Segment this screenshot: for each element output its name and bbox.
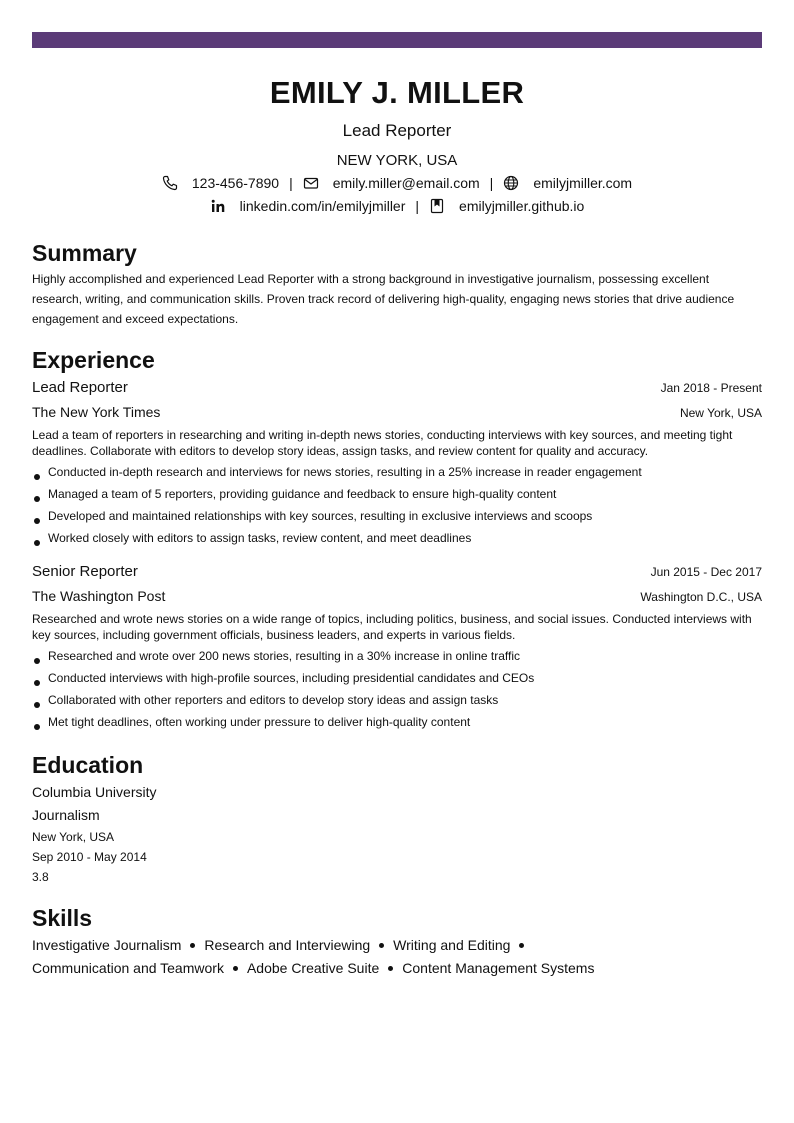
phone-icon — [162, 175, 178, 191]
list-item: Conducted interviews with high-profile sources, including presidential candidates and CEOs — [32, 667, 762, 689]
skills-section — [32, 905, 762, 980]
skill-item: Writing and Editing — [393, 937, 511, 953]
summary-text: Highly accomplished and experienced Lead Reporter with a strong background in investigative journalism, possessing excellent research, writing, and communication skills. Proven track record of delivering high-quality, engaging news stories that drive audience engagement and exceed expectations. — [32, 272, 735, 326]
education-dates: Sep 2010 - May 2014 — [32, 850, 147, 864]
separator: | — [289, 174, 293, 191]
website-link[interactable]: emilyjmiller.com — [533, 174, 633, 191]
candidate-name: EMILY J. MILLER — [269, 75, 525, 110]
skills-row-2 — [32, 957, 762, 980]
skill-item: Content Management Systems — [402, 960, 595, 976]
bullet-dot — [233, 966, 238, 971]
job-header — [32, 377, 762, 399]
job-company: The New York Times — [32, 404, 161, 420]
skill-item: Communication and Teamwork — [32, 960, 224, 976]
education-location: New York, USA — [32, 830, 115, 844]
bullet-dot — [190, 943, 195, 948]
bookmark-icon — [429, 198, 445, 214]
job-dates: Jun 2015 - Dec 2017 — [650, 565, 762, 579]
job-entry — [32, 377, 762, 549]
bullet-dot — [379, 943, 384, 948]
job-company: The Washington Post — [32, 588, 166, 604]
section-title: Summary — [32, 240, 137, 266]
skill-item: Research and Interviewing — [204, 937, 371, 953]
contact-row-2 — [32, 194, 762, 217]
contact-row-1 — [32, 171, 762, 194]
job-subheader — [32, 401, 762, 424]
education-school: Columbia University — [32, 784, 157, 800]
bullet-dot — [388, 966, 393, 971]
list-item: Met tight deadlines, often working under pressure to deliver high-quality content — [32, 711, 762, 733]
globe-icon — [503, 175, 519, 191]
linkedin-link[interactable]: linkedin.com/in/emilyjmiller — [239, 197, 406, 214]
section-title: Education — [32, 752, 144, 778]
job-header — [32, 561, 762, 583]
experience-section — [32, 347, 762, 733]
summary-section — [32, 240, 762, 329]
job-location: Washington D.C., USA — [640, 590, 762, 604]
job-title: Lead Reporter — [32, 379, 128, 396]
candidate-location: NEW YORK, USA — [336, 152, 458, 169]
education-section — [32, 752, 762, 887]
list-item: Developed and maintained relationships with key sources, resulting in exclusive interviews and scoops — [32, 505, 762, 527]
section-title: Skills — [32, 905, 93, 931]
candidate-role: Lead Reporter — [342, 121, 452, 140]
list-item: Conducted in-depth research and interviews for news stories, resulting in a 25% increase in reader engagement — [32, 461, 762, 483]
bullet-dot — [519, 943, 524, 948]
job-bullets — [32, 461, 762, 549]
separator: | — [489, 174, 494, 191]
separator: | — [415, 197, 420, 214]
resume-header — [32, 74, 762, 217]
list-item: Collaborated with other reporters and editors to develop story ideas and assign tasks — [32, 689, 762, 711]
list-item: Managed a team of 5 reporters, providing guidance and feedback to ensure high-quality content — [32, 483, 762, 505]
skill-item: Investigative Journalism — [32, 937, 182, 953]
skill-item: Adobe Creative Suite — [246, 960, 380, 976]
accent-bar — [32, 32, 762, 48]
education-field: Journalism — [32, 807, 100, 823]
job-title: Senior Reporter — [32, 563, 138, 580]
mail-icon — [303, 175, 319, 191]
job-dates: Jan 2018 - Present — [660, 381, 762, 395]
job-description: Lead a team of reporters in researching and writing in-depth news stories, conducting interviews with key sources, and meeting tight deadlines. Collaborate with editors to develop story ideas, assign tasks, and review content for quality and accuracy. — [32, 428, 733, 458]
linkedin-icon — [210, 198, 226, 214]
job-description: Researched and wrote news stories on a wide range of topics, including politics, business, and social issues. Conducted interviews with key sources, including government officials, business leaders, and experts in various fields. — [32, 612, 752, 642]
job-subheader — [32, 585, 762, 608]
job-location: New York, USA — [679, 406, 762, 420]
job-entry — [32, 561, 762, 733]
education-gpa: 3.8 — [32, 870, 49, 884]
list-item: Worked closely with editors to assign tasks, review content, and meet deadlines — [32, 527, 762, 549]
github-link[interactable]: emilyjmiller.github.io — [459, 197, 585, 214]
section-title: Experience — [32, 347, 155, 373]
email-link[interactable]: emily.miller@email.com — [332, 174, 480, 191]
job-bullets — [32, 645, 762, 733]
phone-number[interactable]: 123-456-7890 — [191, 174, 280, 191]
list-item: Researched and wrote over 200 news stories, resulting in a 30% increase in online traffic — [32, 645, 762, 667]
skills-row-1 — [32, 934, 762, 957]
